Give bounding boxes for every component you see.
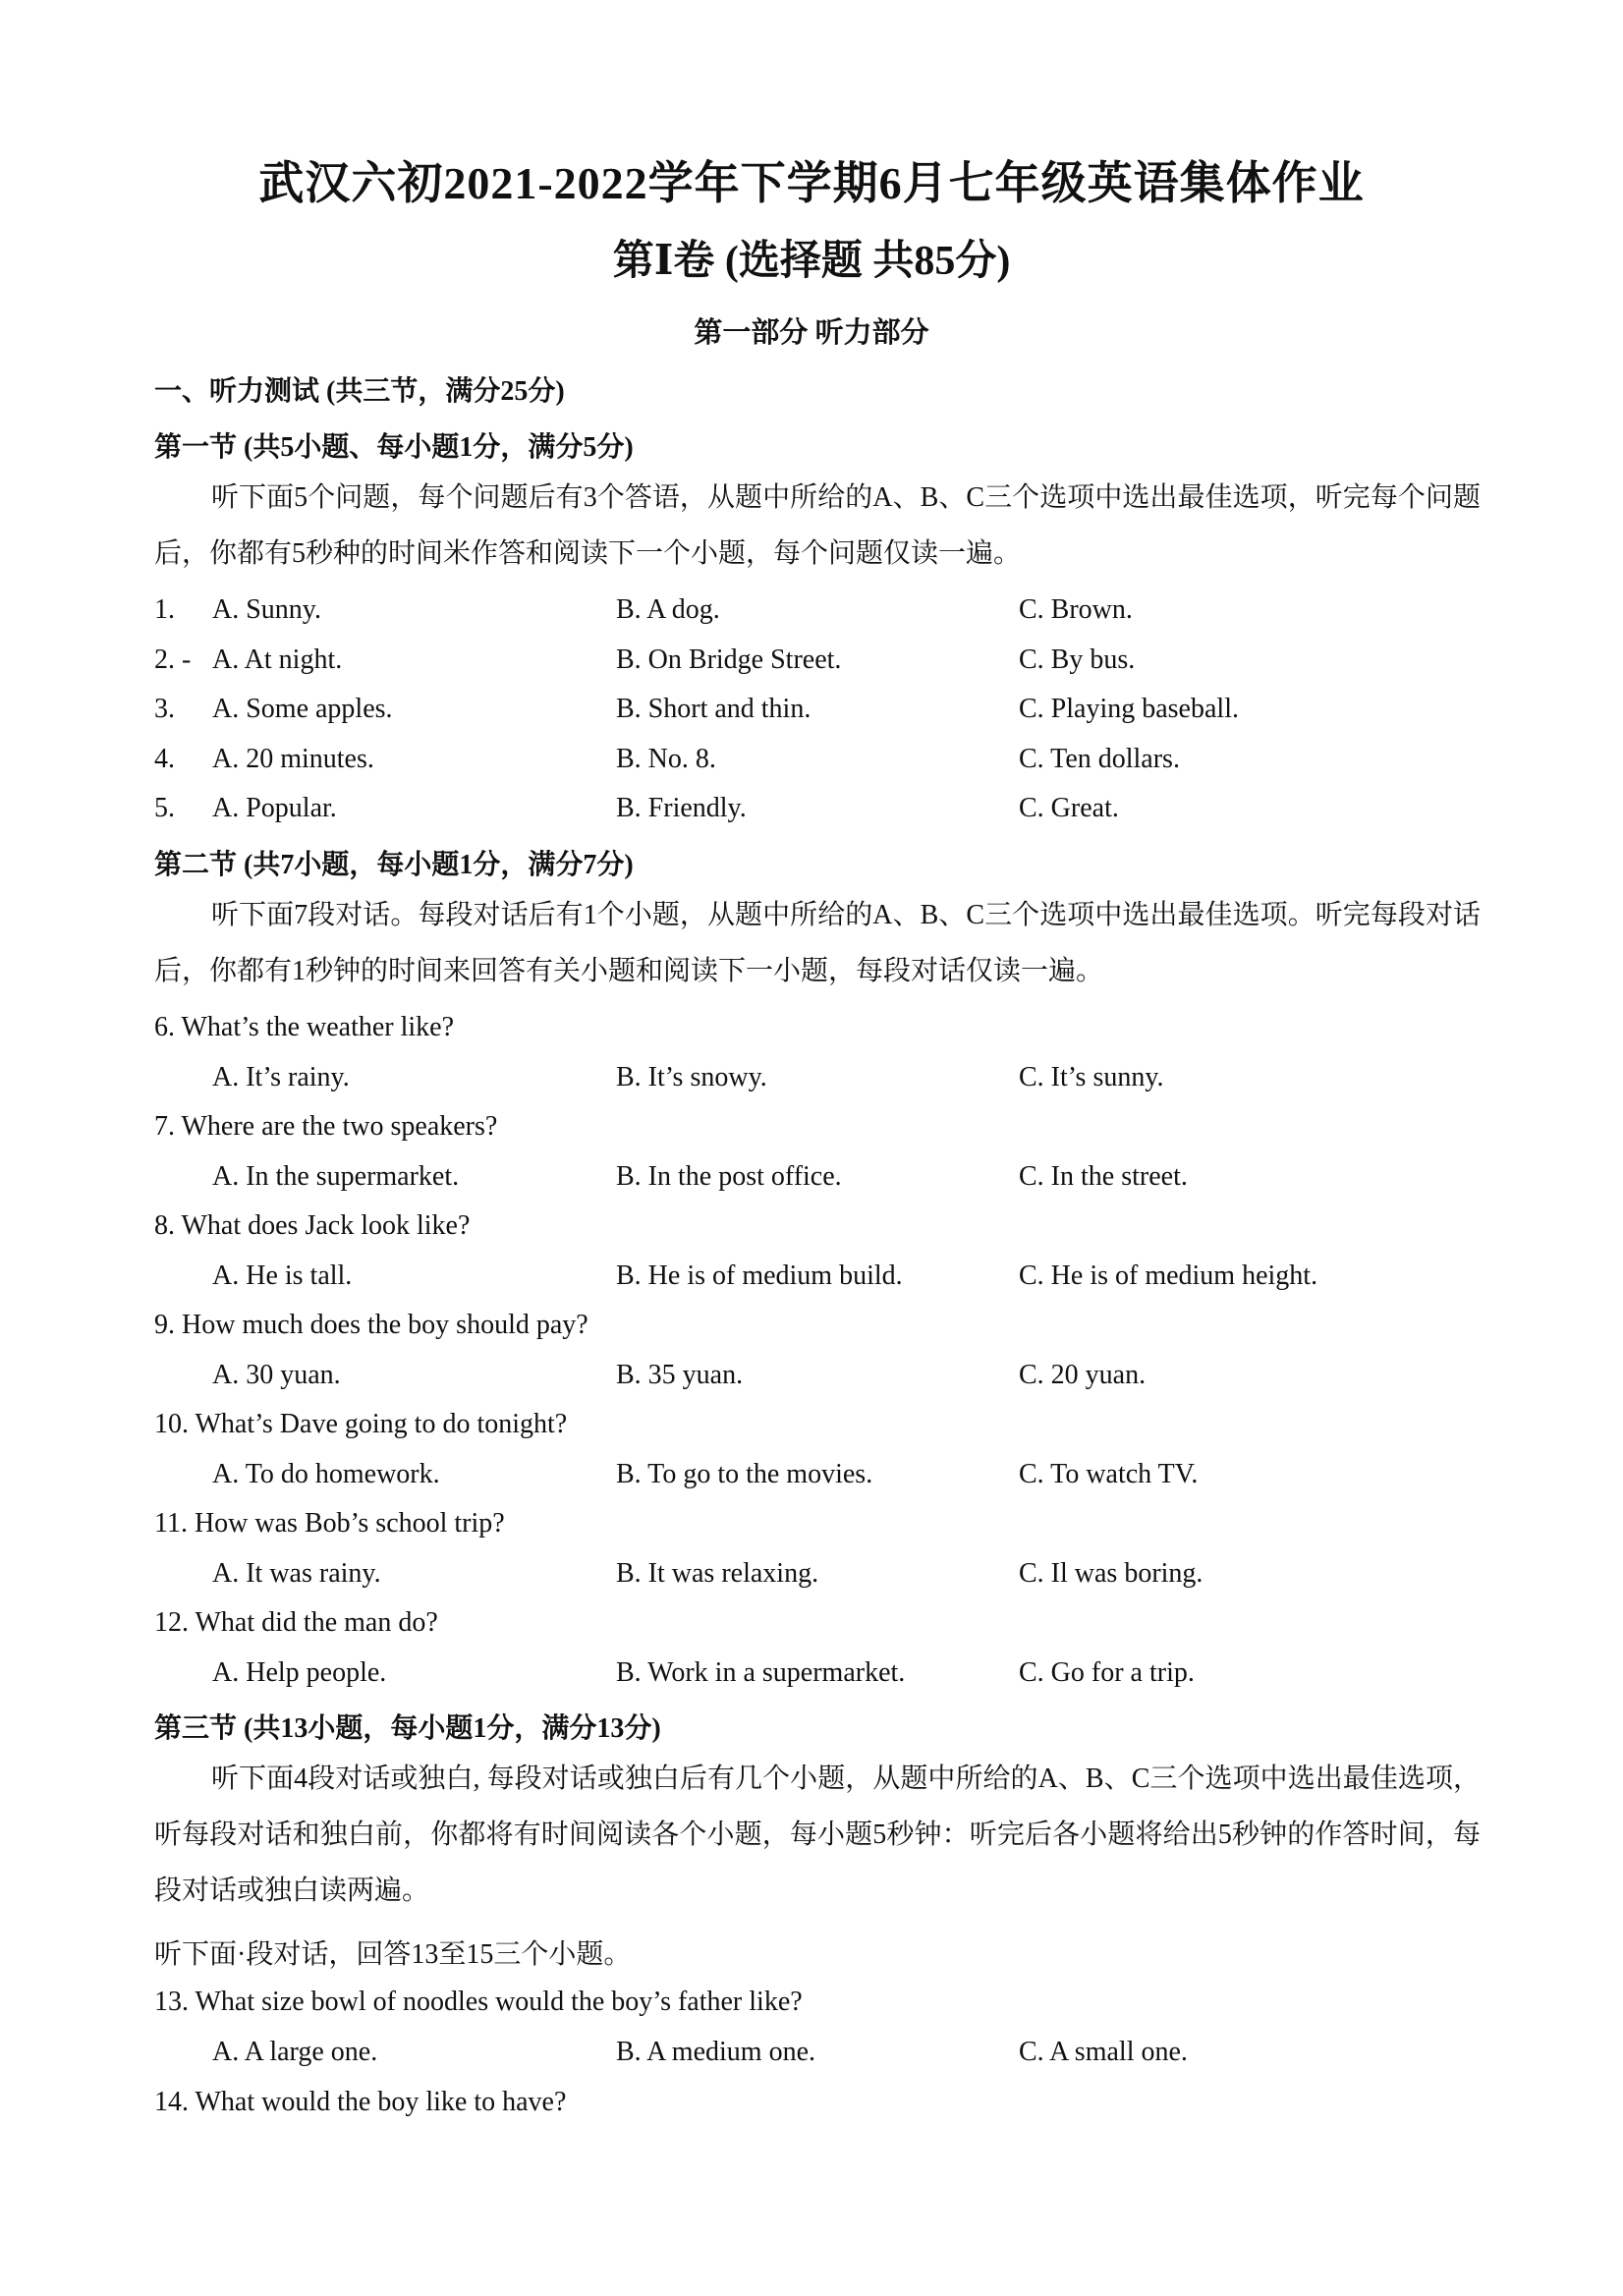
option-a: A. 30 yuan. [212,1360,341,1390]
option-a: A. Some apples. [212,694,393,724]
option-a: A. At night. [212,644,343,675]
section3-instructions: 听下面4段对话或独白, 每段对话或独白后有几个小题，从题中所给的A、B、C三个选项中选出最佳选项，听每段对话和独白前，你都将有时间阅读各个小题，每小题5秒钟：听完后各小题将给出5秒钟的作答时间，每段对话或独白读两遍。 [154,1764,1481,1906]
option-a: A. 20 minutes. [212,744,374,774]
question-text: 9. How much does the boy should pay? [154,1310,588,1340]
option-b: B. In the post office. [616,1161,842,1192]
question-text: 10. What’s Dave going to do tonight? [154,1409,568,1439]
option-c: C. 20 yuan. [1019,1360,1147,1390]
option-b: B. No. 8. [616,744,716,774]
question-text: 12. What did the man do? [154,1607,438,1638]
item-number: 4. [154,744,175,774]
item-number: 1. [154,594,175,625]
option-b: B. A medium one. [616,2037,815,2067]
option-a: A. Help people. [212,1657,387,1688]
question-text: 6. What’s the weather like? [154,1012,455,1042]
exam-title: 武汉六初2021-2022学年下学期6月七年级英语集体作业 [258,158,1365,208]
option-b: B. It was relaxing. [616,1558,819,1589]
option-c: C. Playing baseball. [1019,694,1239,724]
option-a: A. Sunny. [212,594,321,625]
item-number: 3. [154,694,175,724]
option-b: B. To go to the movies. [616,1459,873,1489]
section1-header: 第一节 (共5小题、每小题1分，满分5分) [154,432,634,463]
option-a: A. Popular. [212,793,337,823]
option-c: C. By bus. [1019,644,1136,675]
option-c: C. It’s sunny. [1019,1062,1164,1092]
section2-header: 第二节 (共7小题，每小题1分，满分7分) [154,850,634,880]
question-text: 7. Where are the two speakers? [154,1111,498,1142]
option-b: B. 35 yuan. [616,1360,744,1390]
option-b: B. Work in a supermarket. [616,1657,906,1688]
question-text: 11. How was Bob’s school trip? [154,1508,505,1539]
question-text: 8. What does Jack look like? [154,1210,471,1241]
option-a: A. To do homework. [212,1459,440,1489]
option-c: C. A small one. [1019,2037,1188,2067]
section1-instructions: 听下面5个问题，每个问题后有3个答语，从题中所给的A、B、C三个选项中选出最佳选项，听完每个问题后，你都有5秒种的时间米作答和阅读下一个小题，每个问题仅读一遍。 [154,482,1481,569]
option-b: B. On Bridge Street. [616,644,842,675]
option-c: C. To watch TV. [1019,1459,1199,1489]
question-text: 13. What size bowl of noodles would the boy’s father like? [154,1987,803,2017]
section3-sub-instruction: 听下面·段对话，回答13至15三个小题。 [154,1939,632,1970]
option-c: C. In the street. [1019,1161,1188,1192]
volume-title: 第Ⅰ卷 (选择题 共85分) [612,239,1011,284]
option-c: C. Go for a trip. [1019,1657,1195,1688]
option-b: B. Friendly. [616,793,747,823]
listening-header: 一、听力测试 (共三节，满分25分) [154,376,565,407]
option-a: A. He is tall. [212,1260,353,1291]
option-b: B. He is of medium build. [616,1260,903,1291]
section2-instructions: 听下面7段对话。每段对话后有1个小题，从题中所给的A、B、C三个选项中选出最佳选项。听完每段对话后，你都有1秒钟的时间来回答有关小题和阅读下一小题，每段对话仅读一遍。 [154,900,1481,986]
option-c: C. Ten dollars. [1019,744,1180,774]
section3-header: 第三节 (共13小题，每小题1分，满分13分) [154,1713,661,1744]
option-a: A. In the supermarket. [212,1161,460,1192]
option-c: C. Brown. [1019,594,1133,625]
option-a: A. It’s rainy. [212,1062,350,1092]
option-a: A. It was rainy. [212,1558,381,1589]
option-b: B. Short and thin. [616,694,812,724]
question-text: 14. What would the boy like to have? [154,2087,567,2117]
option-b: B. It’s snowy. [616,1062,767,1092]
option-a: A. A large one. [212,2037,378,2067]
part-title: 第一部分 听力部分 [694,317,929,349]
option-c: C. Il was boring. [1019,1558,1203,1589]
option-c: C. Great. [1019,793,1119,823]
option-b: B. A dog. [616,594,720,625]
item-number: 2. - [154,644,192,675]
item-number: 5. [154,793,175,823]
option-c: C. He is of medium height. [1019,1260,1318,1291]
